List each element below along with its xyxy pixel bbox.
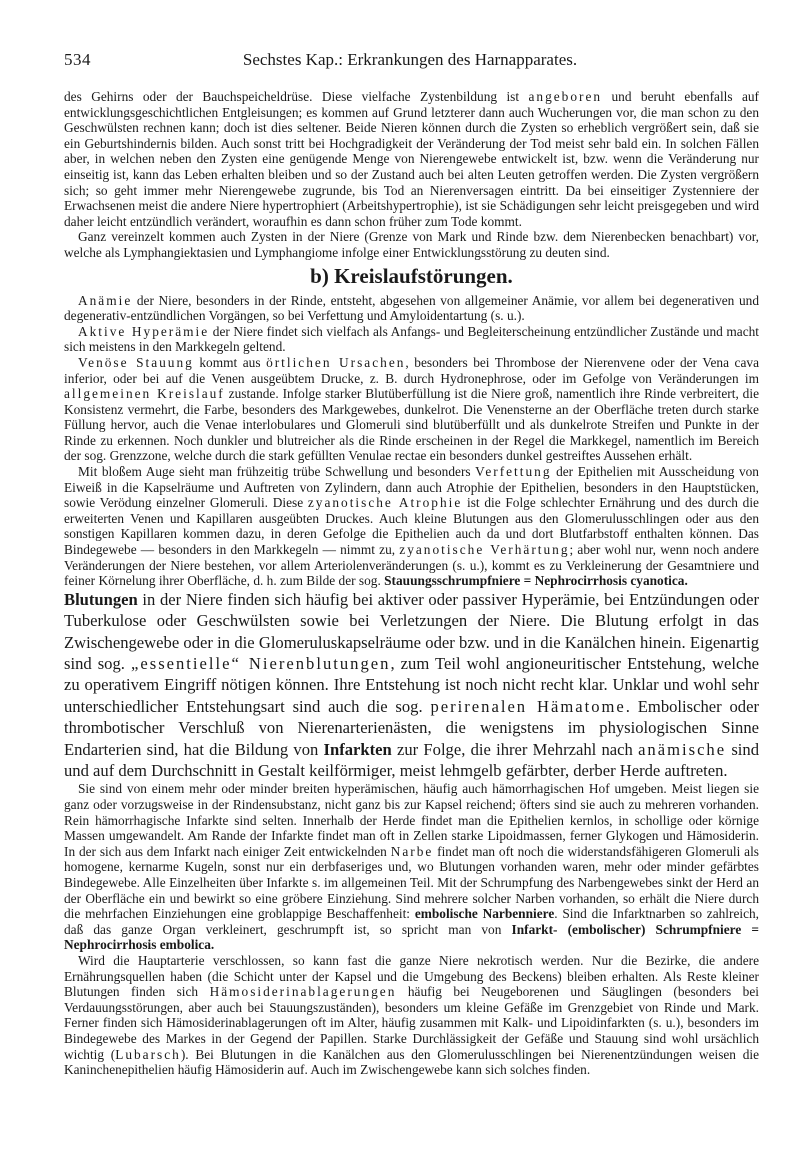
paragraph-aktive-hyperaemie: Aktive Hyperämie der Niere findet sich vielfach als Anfangs- und Begleiterscheinung entzündlicher Zustände und macht sich meistens in den Markkegeln geltend.: [64, 323, 759, 355]
paragraph-lymphangiome: Ganz vereinzelt kommen auch Zysten in der Niere (Grenze von Mark und Rinde bzw. dem Nierenbecken benachbart) vor, welche als Lymphangiektasien und Lymphangiome infolge einer Entwicklungsstörung zu deuten sind.: [64, 229, 759, 260]
page-number: 534: [64, 50, 91, 69]
page-body: [64, 89, 759, 1078]
page-header: [64, 50, 756, 74]
paragraph-infarkte: Sie sind von einem mehr oder minder breiten hyperämischen, häufig auch hämorrhagischen Hof umgeben. Meist liegen sie ganz oder vorzugsweise in der Rindensubstanz, nicht ganz bis zur Kapsel reichend; öfters sind sie auch zu mehreren vorhanden. Rein hämorrhagische Infarkte sind selten. Innerhalb der Herde findet man die Epithelien kernlos, in schollige oder körnige Massen umgewandelt. Am Rande der Infarkte findet man oft in Zellen starke Lipoidmassen, ferner Glykogen und Hämosiderin. In der sich aus dem Infarkt nach einiger Zeit entwickelnden Narbe findet man oft noch die widerstandsfähigeren Glomeruli als homogene, kernarme Kugeln, sonst nur ein derbfaseriges und, wo Blutungen vorhanden waren, mehr oder minder gefärbtes Bindegewebe. Alle Einzelheiten über Infarkte s. im allgemeinen Teil. Mit der Schrumpfung des Narbengewebes sinkt der Herd an der Oberfläche ein und bewirkt so eine gröbere Einziehung. Sind mehrere solcher Narben vorhanden, so erhält die Niere durch die mehrfachen Einziehungen eine groblappige Beschaffenheit: embolische Narbenniere. Sind die Infarktnarben so zahlreich, daß das ganze Organ verkleinert, geschrumpft ist, so spricht man von Infarkt- (embolischer) Schrumpfniere = Nephrocirrhosis embolica.: [64, 781, 760, 953]
paragraph-anaemie: Anämie der Niere, besonders in der Rinde, entsteht, abgesehen von allgemeiner Anämie, vor allem bei degenerativen und degenerativ-entzündlichen Vorgängen, so bei Verfettung und Amyloidentartung (s. u.).: [64, 292, 759, 324]
paragraph-verfettung: Mit bloßem Auge sieht man frühzeitig trübe Schwellung und besonders Verfettung der Epithelien mit Ausscheidung von Eiweiß in die Kapselräume und Auftreten von Zylindern, dann auch Atrophie der Epithelien, besonders in den Hauptstücken, sowie Verödung einzelner Glomeruli. Diese zyanotische Atrophie ist die Folge schlechter Ernährung und des durch die erweiterten Venen und Kapillaren ausgeübten Druckes. Auch kleine Blutungen aus den Glomerulusschlingen oder aus den sonstigen Kapillaren kommen dazu, in deren Gefolge die Epithelien auch da und dort Blutfarbstoff enthalten können. Das Bindegewebe — besonders in den Markkegeln — nimmt zu, zyanotische Verhärtung; aber wohl nur, wenn noch andere Veränderungen der Niere bestehen, vor allem Arteriolenveränderungen (s. u.), kommt es zu Verkleinerung der Gesamtniere und feiner Körnelung ihrer Oberfläche, d. h. zum Bilde der sog. Stauungsschrumpfniere = Nephrocirrhosis cyanotica.: [64, 464, 759, 589]
section-heading-kreislaufstoerungen: b) Kreislaufstörungen.: [310, 263, 513, 288]
paragraph-zystenbildung: des Gehirns oder der Bauchspeicheldrüse. Diese vielfache Zystenbildung ist angeboren und beruht ebenfalls auf entwicklungsgeschichtlichen Entgleisungen; es kommen auf Grund letzterer dann auch Wucherungen vor, die man schon zu den Geschwülsten rechnen kann; doch ist dies seltener. Beide Nieren können durch die Zysten so erheblich vergrößert sein, daß sie ein Geburtshindernis bilden. Auch sonst tritt bei Hochgradigkeit der Veränderung der Tod meist sehr bald ein. In solchen Fällen aber, in welchen neben den Zysten eine genügende Menge von Nierengewebe entwickelt ist, bzw. wenn die Veränderung nur einseitig ist, kann das Leben erhalten bleiben und so der Zustand auch bei alten Leuten getroffen werden. Die Zysten vergrößern sich; so geht immer mehr Nierengewebe zugrunde, bis Tod an Nierenversagen eintritt. Da bei einseitiger Zystenniere der Erwachsenen meist die andere Niere hypertrophiert (Arbeitshypertrophie), ist sie Schädigungen sehr leicht preisgegeben und wird daher leicht entzündlich verändert, woraufhin es dann schon früher zum Tode kommt.: [64, 89, 760, 229]
paragraph-haemosiderin: Wird die Hauptarterie verschlossen, so kann fast die ganze Niere nekrotisch werden. Nur die Bezirke, die andere Ernährungsquellen haben (die Schicht unter der Kapsel und die Umgebung des Beckens) bleiben erhalten. Als Reste kleiner Blutungen finden sich Hämosiderinablagerungen häufig bei Neugeborenen und Säuglingen (besonders bei Verdauungsstörungen, aber auch bei Stauungszuständen), besonders um kleine Gefäße im Grenzgebiet von Rinde und Mark. Ferner finden sich Hämosiderinablagerungen oft im Alter, häufig zusammen mit Kalk- und Lipoidinfarkten (s. u.), besonders im Bindegewebe des Markes in der Gegend der Papillen. Starke Durchlässigkeit der Gefäße und Stauung sind wohl ursächlich wichtig (Lubarsch). Bei Blutungen in die Kanälchen aus den Glomerulusschlingen bei Nierenentzündungen weisen die Kaninchenepithelien häufig Hämosiderin auf. Auch im Zwischengewebe kann sich solches finden.: [64, 953, 759, 1078]
paragraph-venoese-stauung: Venöse Stauung kommt aus örtlichen Ursachen, besonders bei Thrombose der Nierenvene oder der Vena cava inferior, oder bei auf die Venen ausgeübtem Drucke, z. B. durch Hydronephrose, oder im Gefolge von Veränderungen im allgemeinen Kreislauf zustande. Infolge starker Blutüberfüllung ist die Niere groß, namentlich ihre Rinde verbreitert, die Konsistenz vermehrt, die Farbe, besonders des Markgewebes, dunkelrot. Die Venensterne an der Oberfläche treten durch starke Füllung hervor, auch die Venae interlobulares und Glomeruli sind blutüberfüllt und als dunkelrote Streifen und Punkte in der Rinde zu erkennen. Noch dunkler und blutreicher als die Rinde erscheinen in der Regel die Markkegel, namentlich im Bereich der sog. Grenzzone, welche durch die stark gefüllten Venulae rectae ein besonders dunkel gestreiftes Aussehen erhält.: [64, 354, 759, 464]
paragraph-blutungen: Blutungen in der Niere finden sich häufig bei aktiver oder passiver Hyperämie, bei Entzündungen oder Tuberkulose oder Geschwülsten sowie bei Verletzungen der Niere. Die Blutung erfolgt in das Zwischengewebe oder in die Glomeruluskapselräume oder bzw. und in die Kanälchen hinein. Eigenartig sind sog. „essentielle“ Nierenblutungen, zum Teil wohl angioneuritischer Entstehung, welche zu operativem Eingriff nötigen können. Ihre Entstehung ist noch nicht recht klar. Unklar und wohl sehr unterschiedlicher Entstehungsart sind auch die sog. perirenalen Hämatome. Embolischer oder thrombotischer Verschluß von Nierenarterienästen, die wenigstens im physiologischen Sinne Endarterien sind, hat die Bildung von Infarkten zur Folge, die ihrer Mehrzahl nach anämische sind und auf dem Durchschnitt in Gestalt keilförmiger, meist lehmgelb gefärbter, derber Herde auftreten.: [64, 589, 759, 781]
running-head: Sechstes Kap.: Erkrankungen des Harnapparates.: [242, 50, 578, 69]
